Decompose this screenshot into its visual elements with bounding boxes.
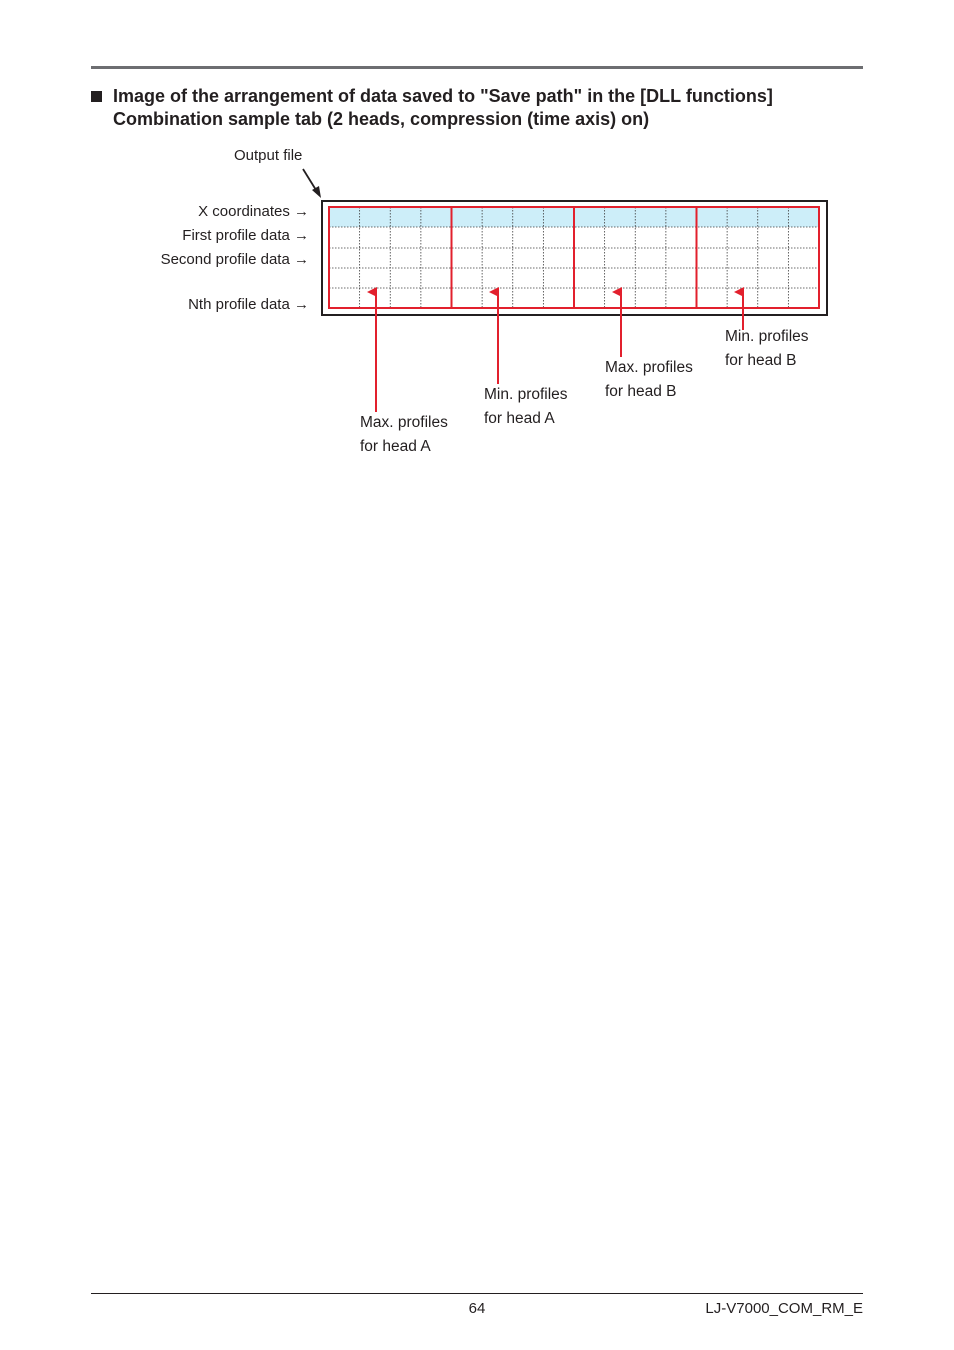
row-label-first-profile: First profile data → [182, 227, 309, 244]
callout-text: for head A [484, 410, 555, 427]
heading-line-1: Image of the arrangement of data saved to "Save path" in the [DLL functions] [113, 86, 773, 106]
callout-max-head-a [360, 411, 448, 459]
callout-text: for head B [605, 383, 677, 400]
callout-min-head-b [725, 325, 809, 373]
data-arrangement-diagram [0, 0, 954, 480]
output-file-arrow-icon [303, 169, 321, 198]
row-label-second-profile: Second profile data → [160, 251, 309, 268]
heading-line-2: Combination sample tab (2 heads, compression (time axis) on) [113, 109, 650, 129]
callout-text: Min. profiles [725, 328, 809, 345]
callout-text: Min. profiles [484, 386, 568, 403]
callout-text: Max. profiles [360, 414, 448, 431]
document-id: LJ-V7000_COM_RM_E [705, 1300, 863, 1317]
output-file-label: Output file [234, 147, 303, 164]
footer-rule [91, 1293, 863, 1294]
row-label-nth-profile: Nth profile data → [188, 296, 309, 313]
callout-text: for head B [725, 352, 797, 369]
callout-min-head-a [484, 383, 568, 431]
page-number: 64 [468, 1300, 486, 1317]
row-label-x-coordinates: X coordinates → [198, 203, 309, 220]
callout-max-head-b [605, 356, 693, 404]
callout-text: for head A [360, 438, 431, 455]
callout-text: Max. profiles [605, 359, 693, 376]
